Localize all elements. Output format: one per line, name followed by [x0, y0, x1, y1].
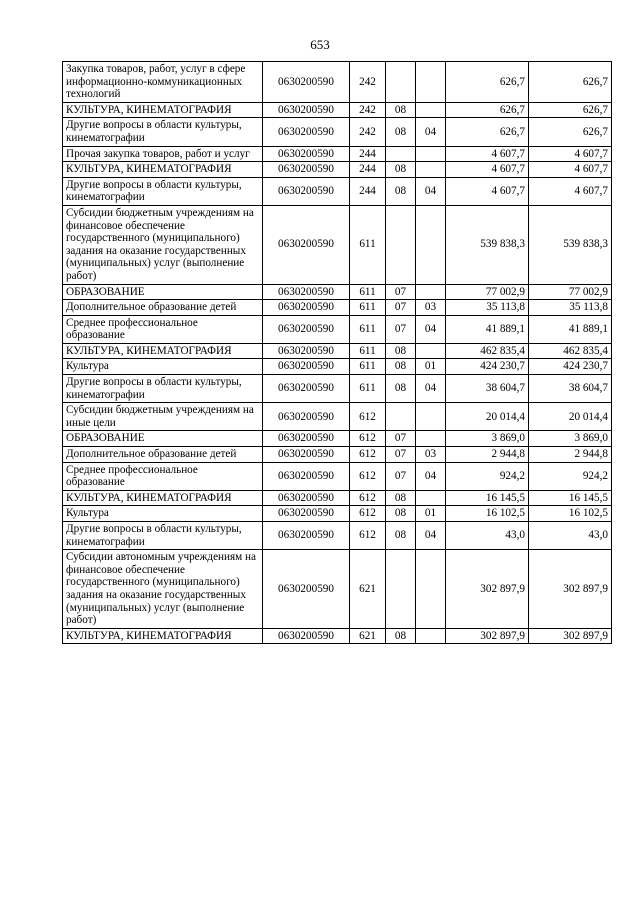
target-article-cell: 0630200590 [263, 177, 350, 205]
amount-cell: 16 102,5 [529, 506, 612, 522]
expense-type-cell: 611 [350, 315, 386, 343]
table-row [63, 343, 612, 359]
table-row [63, 146, 612, 162]
table-row [63, 375, 612, 403]
table-row [63, 177, 612, 205]
amount-cell: 2 944,8 [529, 447, 612, 463]
amount-cell: 302 897,9 [446, 550, 529, 629]
expense-type-cell: 612 [350, 490, 386, 506]
amount-cell: 424 230,7 [529, 359, 612, 375]
subsection-cell [416, 62, 446, 103]
subsection-cell: 01 [416, 506, 446, 522]
table-row [63, 628, 612, 644]
target-article-cell: 0630200590 [263, 205, 350, 284]
section-cell: 08 [386, 490, 416, 506]
expense-type-cell: 611 [350, 205, 386, 284]
name-cell: КУЛЬТУРА, КИНЕМАТОГРАФИЯ [63, 490, 263, 506]
subsection-cell [416, 146, 446, 162]
name-cell: Культура [63, 506, 263, 522]
amount-cell: 77 002,9 [446, 284, 529, 300]
amount-cell: 539 838,3 [529, 205, 612, 284]
amount-cell: 41 889,1 [529, 315, 612, 343]
expense-type-cell: 242 [350, 102, 386, 118]
amount-cell: 3 869,0 [446, 431, 529, 447]
target-article-cell: 0630200590 [263, 431, 350, 447]
subsection-cell [416, 628, 446, 644]
section-cell [386, 205, 416, 284]
table-row [63, 403, 612, 431]
subsection-cell: 04 [416, 522, 446, 550]
section-cell [386, 550, 416, 629]
table-row [63, 205, 612, 284]
table-row [63, 359, 612, 375]
expense-type-cell: 621 [350, 550, 386, 629]
section-cell: 07 [386, 284, 416, 300]
name-cell: Дополнительное образование детей [63, 300, 263, 316]
subsection-cell: 04 [416, 177, 446, 205]
name-cell: Субсидии бюджетным учреждениям на иные цели [63, 403, 263, 431]
section-cell: 07 [386, 447, 416, 463]
amount-cell: 4 607,7 [446, 146, 529, 162]
section-cell: 08 [386, 522, 416, 550]
table-row [63, 506, 612, 522]
section-cell: 08 [386, 118, 416, 146]
amount-cell: 3 869,0 [529, 431, 612, 447]
target-article-cell: 0630200590 [263, 550, 350, 629]
amount-cell: 302 897,9 [446, 628, 529, 644]
amount-cell: 43,0 [529, 522, 612, 550]
name-cell: Другие вопросы в области культуры, кинематографии [63, 177, 263, 205]
table-row [63, 300, 612, 316]
name-cell: Другие вопросы в области культуры, кинематографии [63, 118, 263, 146]
section-cell [386, 146, 416, 162]
amount-cell: 16 102,5 [446, 506, 529, 522]
amount-cell: 924,2 [529, 462, 612, 490]
subsection-cell [416, 431, 446, 447]
amount-cell: 4 607,7 [446, 177, 529, 205]
section-cell: 08 [386, 506, 416, 522]
amount-cell: 626,7 [446, 118, 529, 146]
target-article-cell: 0630200590 [263, 343, 350, 359]
section-cell: 08 [386, 628, 416, 644]
target-article-cell: 0630200590 [263, 162, 350, 178]
amount-cell: 16 145,5 [529, 490, 612, 506]
expense-type-cell: 612 [350, 506, 386, 522]
name-cell: Среднее профессиональное образование [63, 315, 263, 343]
amount-cell: 41 889,1 [446, 315, 529, 343]
amount-cell: 4 607,7 [529, 146, 612, 162]
target-article-cell: 0630200590 [263, 102, 350, 118]
name-cell: КУЛЬТУРА, КИНЕМАТОГРАФИЯ [63, 628, 263, 644]
amount-cell: 302 897,9 [529, 628, 612, 644]
expense-type-cell: 611 [350, 343, 386, 359]
section-cell: 08 [386, 343, 416, 359]
expense-type-cell: 612 [350, 447, 386, 463]
table-row [63, 431, 612, 447]
expense-type-cell: 244 [350, 146, 386, 162]
name-cell: ОБРАЗОВАНИЕ [63, 431, 263, 447]
section-cell: 07 [386, 431, 416, 447]
name-cell: Культура [63, 359, 263, 375]
amount-cell: 424 230,7 [446, 359, 529, 375]
name-cell: Другие вопросы в области культуры, кинематографии [63, 375, 263, 403]
subsection-cell [416, 550, 446, 629]
amount-cell: 4 607,7 [446, 162, 529, 178]
target-article-cell: 0630200590 [263, 490, 350, 506]
subsection-cell [416, 162, 446, 178]
section-cell: 07 [386, 315, 416, 343]
subsection-cell: 01 [416, 359, 446, 375]
amount-cell: 35 113,8 [446, 300, 529, 316]
amount-cell: 20 014,4 [529, 403, 612, 431]
name-cell: КУЛЬТУРА, КИНЕМАТОГРАФИЯ [63, 102, 263, 118]
amount-cell: 539 838,3 [446, 205, 529, 284]
name-cell: Субсидии автономным учреждениям на финансовое обеспечение государственного (муниципального) задания на оказание государственных (муниципальных) услуг (выполнение работ) [63, 550, 263, 629]
budget-table [62, 61, 612, 644]
subsection-cell: 04 [416, 315, 446, 343]
expense-type-cell: 612 [350, 522, 386, 550]
name-cell: Другие вопросы в области культуры, кинематографии [63, 522, 263, 550]
subsection-cell: 04 [416, 375, 446, 403]
expense-type-cell: 611 [350, 375, 386, 403]
expense-type-cell: 612 [350, 403, 386, 431]
target-article-cell: 0630200590 [263, 403, 350, 431]
amount-cell: 16 145,5 [446, 490, 529, 506]
table-row [63, 462, 612, 490]
section-cell: 07 [386, 462, 416, 490]
target-article-cell: 0630200590 [263, 628, 350, 644]
amount-cell: 35 113,8 [529, 300, 612, 316]
amount-cell: 43,0 [446, 522, 529, 550]
name-cell: Субсидии бюджетным учреждениям на финансовое обеспечение государственного (муниципального) задания на оказание государственных (муниципальных) услуг (выполнение работ) [63, 205, 263, 284]
subsection-cell [416, 102, 446, 118]
expense-type-cell: 611 [350, 284, 386, 300]
table-row [63, 284, 612, 300]
table-row [63, 118, 612, 146]
section-cell: 08 [386, 162, 416, 178]
target-article-cell: 0630200590 [263, 359, 350, 375]
amount-cell: 302 897,9 [529, 550, 612, 629]
target-article-cell: 0630200590 [263, 522, 350, 550]
budget-table-body [63, 62, 612, 644]
table-row [63, 62, 612, 103]
expense-type-cell: 244 [350, 177, 386, 205]
section-cell: 07 [386, 300, 416, 316]
amount-cell: 4 607,7 [529, 177, 612, 205]
amount-cell: 626,7 [529, 118, 612, 146]
target-article-cell: 0630200590 [263, 315, 350, 343]
table-row [63, 315, 612, 343]
table-row [63, 447, 612, 463]
amount-cell: 38 604,7 [529, 375, 612, 403]
section-cell: 08 [386, 177, 416, 205]
amount-cell: 20 014,4 [446, 403, 529, 431]
page-number: 653 [310, 37, 330, 52]
amount-cell: 626,7 [446, 102, 529, 118]
amount-cell: 462 835,4 [529, 343, 612, 359]
expense-type-cell: 242 [350, 62, 386, 103]
table-row [63, 102, 612, 118]
section-cell [386, 403, 416, 431]
name-cell: Среднее профессиональное образование [63, 462, 263, 490]
table-row [63, 522, 612, 550]
target-article-cell: 0630200590 [263, 447, 350, 463]
target-article-cell: 0630200590 [263, 462, 350, 490]
target-article-cell: 0630200590 [263, 506, 350, 522]
subsection-cell: 04 [416, 462, 446, 490]
subsection-cell: 03 [416, 300, 446, 316]
expense-type-cell: 611 [350, 300, 386, 316]
section-cell: 08 [386, 375, 416, 403]
expense-type-cell: 612 [350, 431, 386, 447]
name-cell: КУЛЬТУРА, КИНЕМАТОГРАФИЯ [63, 162, 263, 178]
amount-cell: 2 944,8 [446, 447, 529, 463]
target-article-cell: 0630200590 [263, 118, 350, 146]
amount-cell: 77 002,9 [529, 284, 612, 300]
expense-type-cell: 242 [350, 118, 386, 146]
subsection-cell [416, 205, 446, 284]
name-cell: КУЛЬТУРА, КИНЕМАТОГРАФИЯ [63, 343, 263, 359]
amount-cell: 626,7 [446, 62, 529, 103]
amount-cell: 38 604,7 [446, 375, 529, 403]
subsection-cell: 04 [416, 118, 446, 146]
amount-cell: 4 607,7 [529, 162, 612, 178]
subsection-cell [416, 343, 446, 359]
target-article-cell: 0630200590 [263, 300, 350, 316]
name-cell: ОБРАЗОВАНИЕ [63, 284, 263, 300]
table-row [63, 162, 612, 178]
expense-type-cell: 612 [350, 462, 386, 490]
table-row [63, 490, 612, 506]
target-article-cell: 0630200590 [263, 62, 350, 103]
table-row [63, 550, 612, 629]
name-cell: Дополнительное образование детей [63, 447, 263, 463]
expense-type-cell: 244 [350, 162, 386, 178]
subsection-cell: 03 [416, 447, 446, 463]
amount-cell: 626,7 [529, 102, 612, 118]
subsection-cell [416, 284, 446, 300]
target-article-cell: 0630200590 [263, 284, 350, 300]
name-cell: Закупка товаров, работ, услуг в сфере информационно-коммуникационных технологий [63, 62, 263, 103]
name-cell: Прочая закупка товаров, работ и услуг [63, 146, 263, 162]
section-cell: 08 [386, 359, 416, 375]
target-article-cell: 0630200590 [263, 146, 350, 162]
expense-type-cell: 611 [350, 359, 386, 375]
amount-cell: 462 835,4 [446, 343, 529, 359]
expense-type-cell: 621 [350, 628, 386, 644]
target-article-cell: 0630200590 [263, 375, 350, 403]
subsection-cell [416, 403, 446, 431]
amount-cell: 626,7 [529, 62, 612, 103]
section-cell: 08 [386, 102, 416, 118]
section-cell [386, 62, 416, 103]
amount-cell: 924,2 [446, 462, 529, 490]
subsection-cell [416, 490, 446, 506]
